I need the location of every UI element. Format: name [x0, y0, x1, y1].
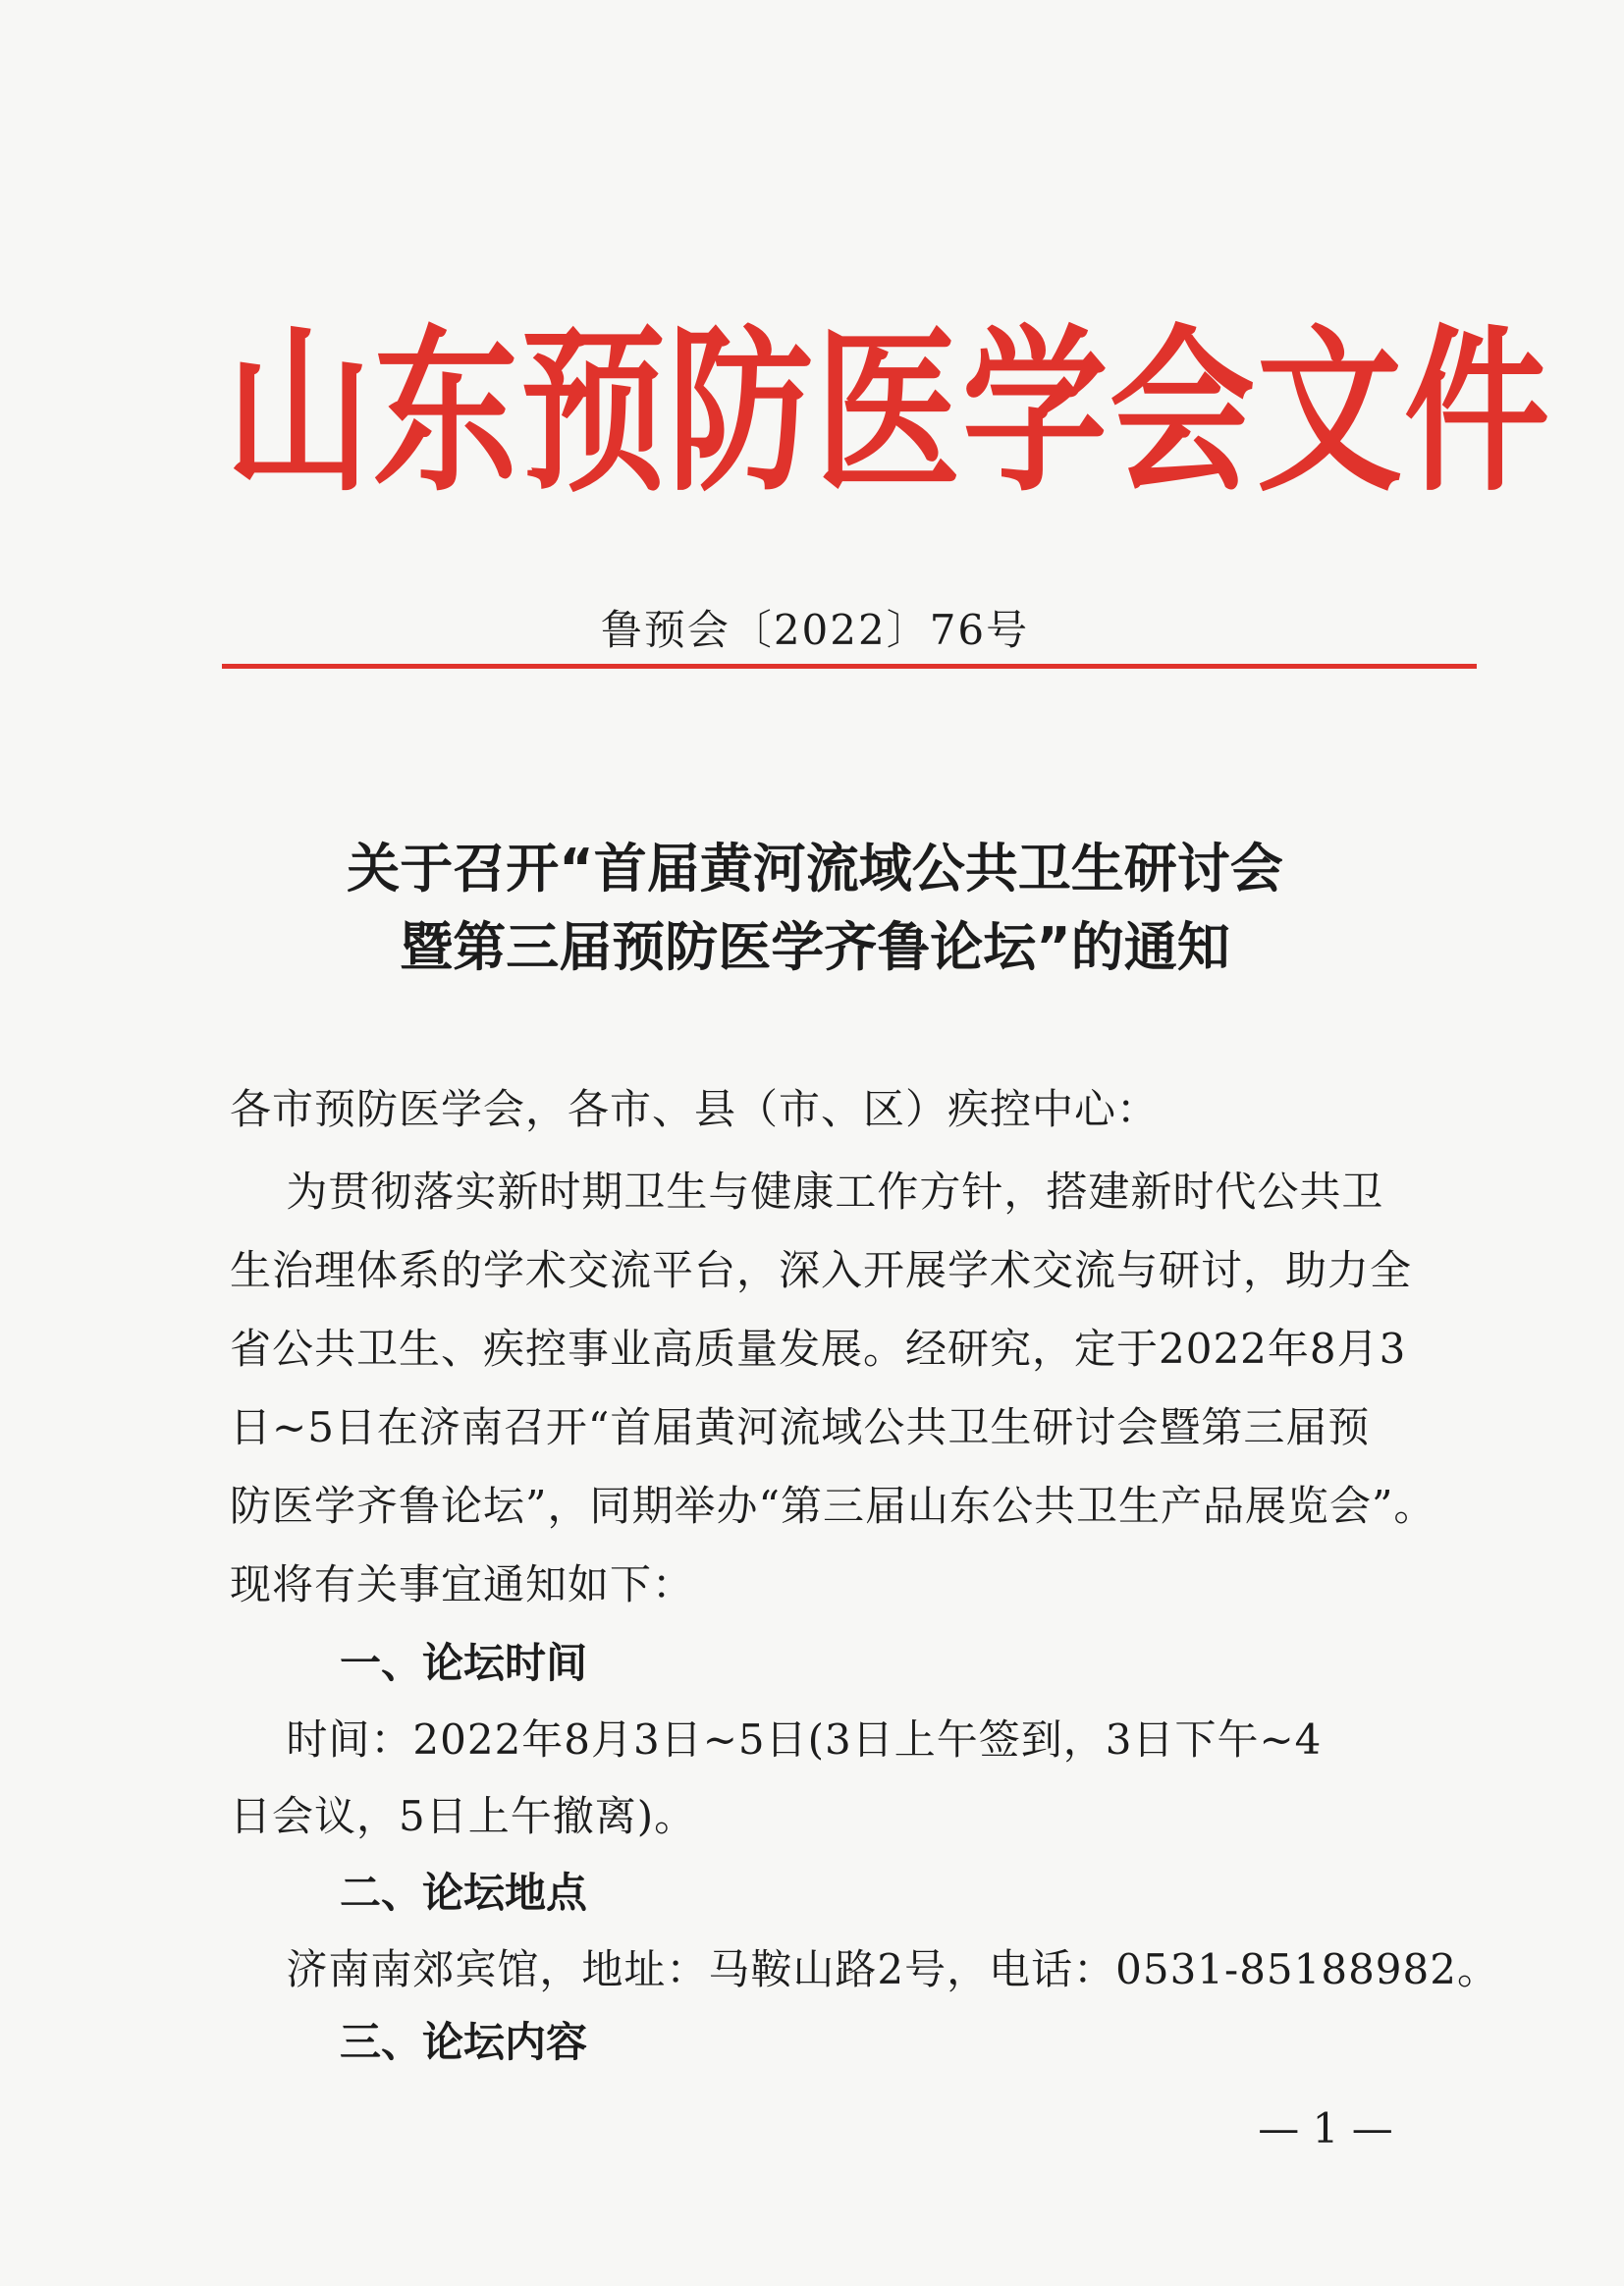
page-number: — 1 —	[1258, 2104, 1393, 2152]
section-1-line-1: 时间：2022年8月3日~5日(3日上午签到，3日下午~4	[230, 1715, 1323, 1764]
intro-line-4: 日~5日在济南召开“首届黄河流域公共卫生研讨会暨第三届预	[230, 1403, 1371, 1451]
notice-title-line-1: 关于召开“首届黄河流域公共卫生研讨会	[347, 838, 1283, 899]
intro-line-3: 省公共卫生、疾控事业高质量发展。经研究，定于2022年8月3	[230, 1325, 1407, 1373]
section-1-line-2: 日会议，5日上午撤离)。	[230, 1792, 697, 1840]
intro-line-5: 防医学齐鲁论坛”，同期举办“第三届山东公共卫生产品展览会”。	[230, 1482, 1436, 1530]
section-2-heading: 二、论坛地点	[340, 1869, 588, 1917]
section-1-heading: 一、论坛时间	[340, 1639, 588, 1687]
notice-title-line-2: 暨第三届预防医学齐鲁论坛”的通知	[400, 916, 1230, 978]
intro-line-2: 生治理体系的学术交流平台，深入开展学术交流与研讨，助力全	[230, 1246, 1413, 1294]
salutation: 各市预防医学会，各市、县（市、区）疾控中心：	[230, 1085, 1160, 1133]
section-3-heading: 三、论坛内容	[340, 2018, 588, 2066]
intro-line-1: 为贯彻落实新时期卫生与健康工作方针，搭建新时代公共卫	[230, 1168, 1384, 1216]
intro-line-6: 现将有关事宜通知如下：	[230, 1560, 695, 1608]
red-divider	[222, 664, 1477, 669]
document-number: 鲁预会〔2022〕76号	[600, 606, 1030, 654]
organization-title: 山东预防医学会文件	[226, 309, 1551, 516]
section-2-line-1: 济南南郊宾馆，地址：马鞍山路2号，电话：0531-85188982。	[230, 1945, 1499, 1993]
